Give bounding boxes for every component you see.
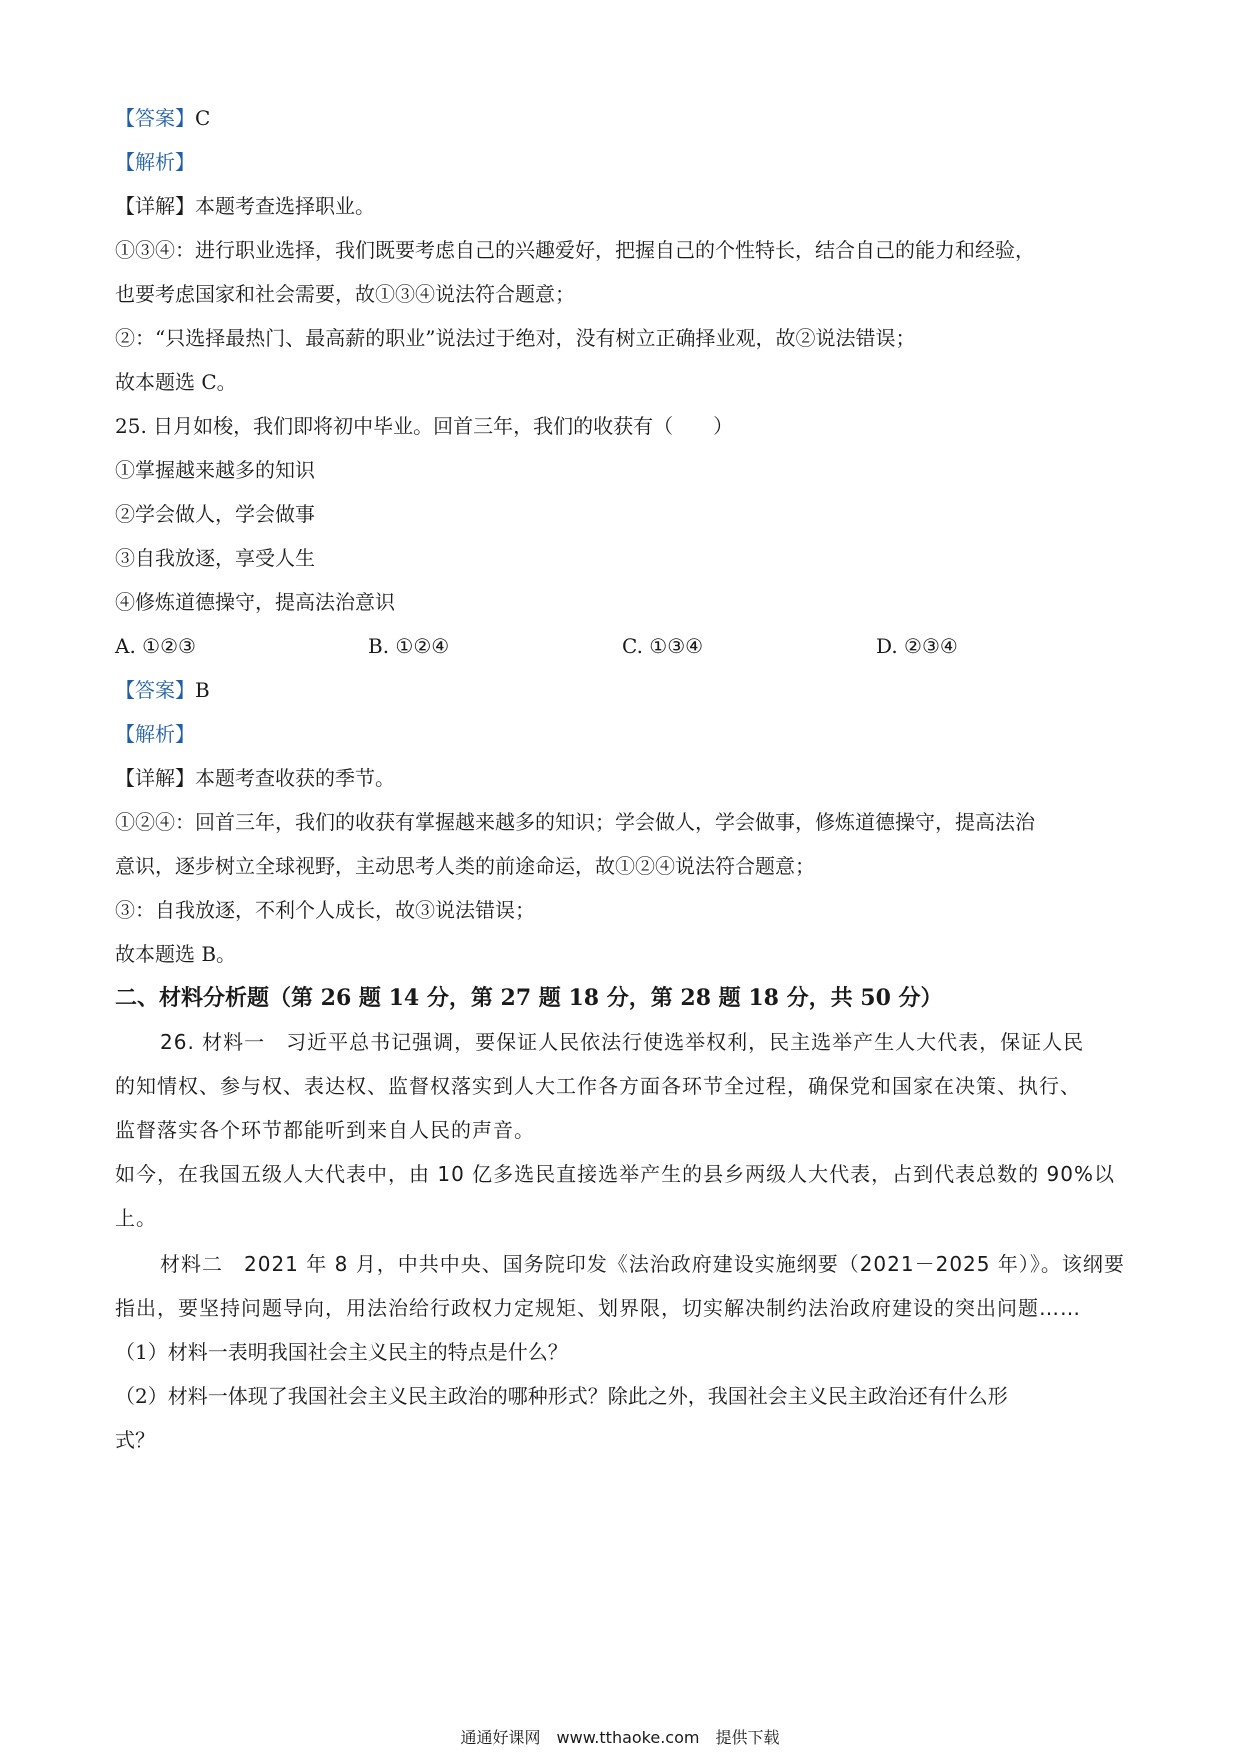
section-heading: 二、材料分析题（第 26 题 14 分，第 27 题 18 分，第 28 题 18 分，共 50 分） <box>115 985 943 1011</box>
analysis-tag: 【解析】 <box>115 722 195 746</box>
explanation-line: 也要考虑国家和社会需要，故①③④说法符合题意； <box>115 282 575 306</box>
sub-question-2-cont: 式？ <box>115 1428 155 1452</box>
sub-question-1: （1）材料一表明我国社会主义民主的特点是什么？ <box>115 1340 568 1364</box>
explanation-line: ①②④：回首三年，我们的收获有掌握越来越多的知识；学会做人，学会做事，修炼道德操守，提高法治 <box>115 810 1035 834</box>
explanation-line: ②：“只选择最热门、最高薪的职业”说法过于绝对，没有树立正确择业观，故②说法错误； <box>115 326 916 350</box>
option-item: ①掌握越来越多的知识 <box>115 458 315 482</box>
choice-b: B. ①②④ <box>368 634 450 658</box>
option-item: ③自我放逐，享受人生 <box>115 546 315 570</box>
material-one-line: 的知情权、参与权、表达权、监督权落实到人大工作各方面各环节全过程，确保党和国家在决策、执行、 <box>115 1074 1081 1098</box>
conclusion-line: 故本题选 C。 <box>115 370 237 394</box>
explanation-line: ①③④：进行职业选择，我们既要考虑自己的兴趣爱好，把握自己的个性特长，结合自己的能力和经验， <box>115 238 1035 262</box>
answer-line <box>115 676 1125 704</box>
material-one-line: 26. 材料一 习近平总书记强调，要保证人民依法行使选举权利，民主选举产生人大代表，保证人民 <box>160 1030 1085 1054</box>
footer-source: 通通好课网 www.tthaoke.com 提供下载 <box>460 1728 780 1747</box>
explanation-line: 意识，逐步树立全球视野，主动思考人类的前途命运，故①②④说法符合题意； <box>115 854 815 878</box>
option-item: ②学会做人，学会做事 <box>115 502 315 526</box>
answer-line <box>115 104 1125 132</box>
answer-value: B <box>195 678 210 702</box>
choice-d: D. ②③④ <box>876 634 958 658</box>
explanation-line: ③：自我放逐，不利个人成长，故③说法错误； <box>115 898 535 922</box>
detail-line: 【详解】本题考查收获的季节。 <box>115 766 395 790</box>
question-stem: 25. 日月如梭，我们即将初中毕业。回首三年，我们的收获有（ ） <box>115 414 734 438</box>
choice-a: A. ①②③ <box>115 634 196 658</box>
answer-tag: 【答案】 <box>115 106 195 130</box>
material-one-line: 监督落实各个环节都能听到来自人民的声音。 <box>115 1118 535 1142</box>
material-one-line: 如今，在我国五级人大代表中，由 10 亿多选民直接选举产生的县乡两级人大代表，占到代表总数的 90%以 <box>115 1162 1115 1186</box>
answer-value: C <box>195 106 211 130</box>
detail-line: 【详解】本题考查选择职业。 <box>115 194 375 218</box>
choice-c: C. ①③④ <box>622 634 704 658</box>
sub-question-2: （2）材料一体现了我国社会主义民主政治的哪种形式？除此之外，我国社会主义民主政治还有什么形 <box>115 1384 1008 1408</box>
material-two-line: 指出，要坚持问题导向，用法治给行政权力定规矩、划界限，切实解决制约法治政府建设的突出问题…… <box>115 1296 1081 1320</box>
conclusion-line: 故本题选 B。 <box>115 942 237 966</box>
answer-tag: 【答案】 <box>115 678 195 702</box>
material-one-line: 上。 <box>115 1206 157 1230</box>
material-two-line: 材料二 2021 年 8 月，中共中央、国务院印发《法治政府建设实施纲要（2021－2025 年）》。该纲要 <box>160 1252 1125 1276</box>
option-item: ④修炼道德操守，提高法治意识 <box>115 590 395 614</box>
analysis-tag: 【解析】 <box>115 150 195 174</box>
